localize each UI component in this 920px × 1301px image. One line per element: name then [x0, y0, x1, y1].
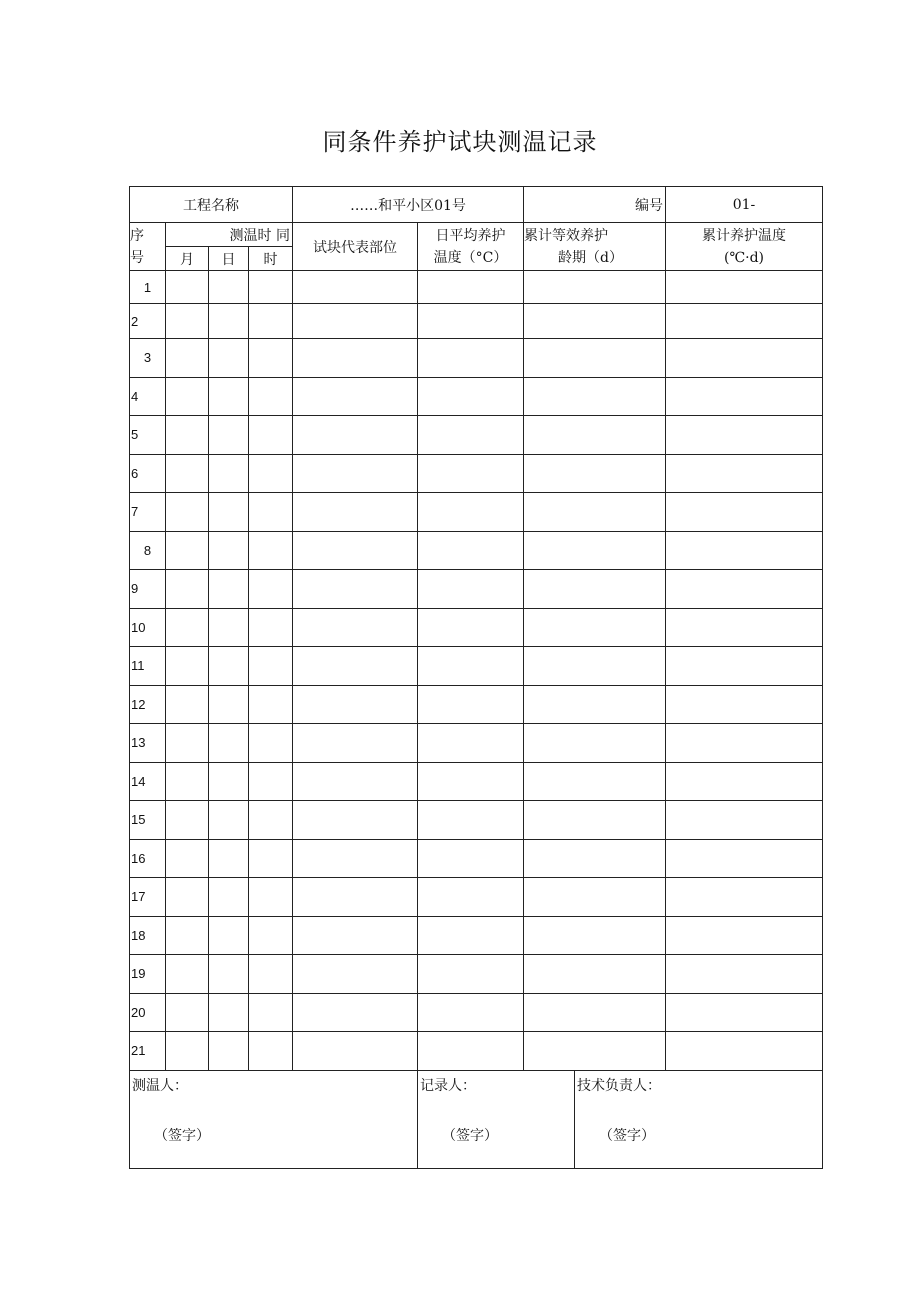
- empty-cell: [209, 271, 249, 304]
- empty-cell: [209, 647, 249, 686]
- empty-cell: [293, 271, 418, 304]
- recorder-sign: （签字）: [442, 1127, 498, 1144]
- empty-cell: [418, 377, 524, 416]
- empty-cell: [524, 271, 666, 304]
- empty-cell: [209, 416, 249, 455]
- empty-cell: [249, 416, 293, 455]
- location-header: 试块代表部位: [293, 223, 418, 271]
- empty-cell: [524, 724, 666, 763]
- tech-lead-sign: （签字）: [599, 1127, 656, 1144]
- empty-cell: [418, 454, 524, 493]
- empty-cell: [666, 271, 823, 304]
- row-number: 21: [130, 1032, 166, 1071]
- table-row: [130, 685, 823, 724]
- empty-cell: [166, 839, 209, 878]
- empty-cell: [166, 271, 209, 304]
- signature-row: [130, 1070, 823, 1168]
- measurer-label: 测温人：: [132, 1077, 188, 1094]
- empty-cell: [249, 493, 293, 532]
- empty-cell: [418, 416, 524, 455]
- empty-cell: [524, 570, 666, 609]
- avg-temp-header: [418, 223, 524, 271]
- cum-temp-header-a: 累计养护温度: [702, 227, 787, 244]
- table-row: [130, 916, 823, 955]
- code-value: 01-: [666, 187, 823, 223]
- empty-cell: [666, 993, 823, 1032]
- code-label: 编号: [524, 187, 666, 223]
- empty-cell: [166, 724, 209, 763]
- empty-cell: [293, 839, 418, 878]
- empty-cell: [418, 271, 524, 304]
- empty-cell: [166, 377, 209, 416]
- eq-age-header-a: 累计等效养护: [524, 227, 609, 244]
- empty-cell: [249, 993, 293, 1032]
- empty-cell: [293, 416, 418, 455]
- empty-cell: [249, 531, 293, 570]
- empty-cell: [524, 339, 666, 378]
- empty-cell: [293, 493, 418, 532]
- empty-cell: [166, 801, 209, 840]
- empty-cell: [293, 647, 418, 686]
- empty-cell: [418, 801, 524, 840]
- header-row-1: [130, 223, 823, 247]
- empty-cell: [418, 685, 524, 724]
- empty-cell: [418, 916, 524, 955]
- empty-cell: [249, 1032, 293, 1071]
- empty-cell: [666, 531, 823, 570]
- empty-cell: [209, 570, 249, 609]
- empty-cell: [249, 271, 293, 304]
- table-row: [130, 801, 823, 840]
- empty-cell: [249, 570, 293, 609]
- empty-cell: [293, 608, 418, 647]
- empty-cell: [666, 454, 823, 493]
- empty-cell: [666, 493, 823, 532]
- empty-cell: [209, 1032, 249, 1071]
- empty-cell: [166, 493, 209, 532]
- empty-cell: [418, 762, 524, 801]
- empty-cell: [249, 377, 293, 416]
- empty-cell: [249, 801, 293, 840]
- empty-cell: [249, 685, 293, 724]
- empty-cell: [249, 454, 293, 493]
- empty-cell: [418, 531, 524, 570]
- empty-cell: [666, 570, 823, 609]
- row-number: 10: [130, 608, 166, 647]
- empty-cell: [524, 878, 666, 917]
- empty-cell: [293, 1032, 418, 1071]
- project-value: ……和平小区01号: [293, 187, 524, 223]
- project-label: 工程名称: [130, 187, 293, 223]
- empty-cell: [666, 762, 823, 801]
- table-row: [130, 416, 823, 455]
- row-number: 7: [130, 493, 166, 532]
- temperature-record-table: [129, 186, 823, 1169]
- empty-cell: [209, 377, 249, 416]
- empty-cell: [524, 608, 666, 647]
- empty-cell: [524, 762, 666, 801]
- empty-cell: [293, 685, 418, 724]
- empty-cell: [209, 801, 249, 840]
- empty-cell: [249, 839, 293, 878]
- empty-cell: [418, 570, 524, 609]
- empty-cell: [666, 339, 823, 378]
- empty-cell: [249, 608, 293, 647]
- table-row: [130, 955, 823, 994]
- empty-cell: [524, 493, 666, 532]
- row-number: 8: [130, 531, 166, 570]
- empty-cell: [524, 454, 666, 493]
- empty-cell: [293, 724, 418, 763]
- empty-cell: [166, 531, 209, 570]
- empty-cell: [166, 993, 209, 1032]
- empty-cell: [524, 685, 666, 724]
- empty-cell: [209, 993, 249, 1032]
- empty-cell: [209, 493, 249, 532]
- empty-cell: [166, 916, 209, 955]
- table-row: [130, 762, 823, 801]
- table-row: [130, 647, 823, 686]
- empty-cell: [418, 724, 524, 763]
- empty-cell: [666, 839, 823, 878]
- empty-cell: [166, 304, 209, 339]
- cum-temp-header-b: (℃·d): [724, 249, 765, 266]
- seq-header: [130, 223, 166, 271]
- page-title: 同条件养护试块测温记录: [322, 128, 598, 156]
- empty-cell: [293, 531, 418, 570]
- empty-cell: [249, 339, 293, 378]
- empty-cell: [666, 304, 823, 339]
- row-number: 2: [130, 304, 166, 339]
- eq-age-header: [524, 223, 666, 271]
- empty-cell: [166, 1032, 209, 1071]
- empty-cell: [209, 531, 249, 570]
- row-number: 16: [130, 839, 166, 878]
- empty-cell: [293, 878, 418, 917]
- row-number: 1: [130, 271, 166, 304]
- row-number: 11: [130, 647, 166, 686]
- empty-cell: [209, 339, 249, 378]
- row-number: 9: [130, 570, 166, 609]
- eq-age-header-b: 龄期（d）: [558, 249, 623, 266]
- table-row: [130, 271, 823, 304]
- seq-header-b: 号: [130, 249, 144, 266]
- empty-cell: [666, 377, 823, 416]
- empty-cell: [418, 304, 524, 339]
- avg-temp-header-b: 温度（°C）: [433, 249, 508, 266]
- row-number: 6: [130, 454, 166, 493]
- empty-cell: [249, 724, 293, 763]
- empty-cell: [418, 339, 524, 378]
- empty-cell: [666, 801, 823, 840]
- empty-cell: [209, 839, 249, 878]
- table-row: [130, 454, 823, 493]
- empty-cell: [166, 339, 209, 378]
- empty-cell: [209, 878, 249, 917]
- empty-cell: [166, 762, 209, 801]
- empty-cell: [666, 647, 823, 686]
- empty-cell: [209, 454, 249, 493]
- empty-cell: [418, 955, 524, 994]
- empty-cell: [666, 416, 823, 455]
- row-number: 14: [130, 762, 166, 801]
- table-row: [130, 339, 823, 378]
- empty-cell: [209, 608, 249, 647]
- hour-header: 时: [249, 247, 293, 271]
- empty-cell: [418, 839, 524, 878]
- empty-cell: [293, 339, 418, 378]
- empty-cell: [209, 304, 249, 339]
- table-row: [130, 377, 823, 416]
- table-row: [130, 993, 823, 1032]
- row-number: 4: [130, 377, 166, 416]
- empty-cell: [209, 955, 249, 994]
- table-row: [130, 493, 823, 532]
- measurer-sign: （签字）: [154, 1127, 210, 1144]
- empty-cell: [249, 955, 293, 994]
- time-group-header: 测温时 同: [166, 223, 293, 247]
- row-number: 19: [130, 955, 166, 994]
- table-row: [130, 1032, 823, 1071]
- empty-cell: [293, 993, 418, 1032]
- empty-cell: [524, 801, 666, 840]
- empty-cell: [524, 416, 666, 455]
- empty-cell: [418, 1032, 524, 1071]
- empty-cell: [166, 416, 209, 455]
- empty-cell: [524, 304, 666, 339]
- tech-lead-signature: [575, 1070, 823, 1168]
- empty-cell: [293, 570, 418, 609]
- avg-temp-header-a: 日平均养护: [435, 227, 506, 244]
- empty-cell: [166, 685, 209, 724]
- measurer-signature: [130, 1070, 418, 1168]
- row-number: 13: [130, 724, 166, 763]
- table-row: [130, 304, 823, 339]
- empty-cell: [166, 878, 209, 917]
- empty-cell: [666, 1032, 823, 1071]
- empty-cell: [209, 916, 249, 955]
- empty-cell: [293, 454, 418, 493]
- empty-cell: [166, 570, 209, 609]
- info-row: [130, 187, 823, 223]
- empty-cell: [209, 724, 249, 763]
- empty-cell: [166, 454, 209, 493]
- seq-header-a: 序: [130, 227, 144, 244]
- empty-cell: [293, 304, 418, 339]
- row-number: 5: [130, 416, 166, 455]
- table-row: [130, 839, 823, 878]
- row-number: 18: [130, 916, 166, 955]
- empty-cell: [524, 955, 666, 994]
- empty-cell: [249, 647, 293, 686]
- empty-cell: [524, 839, 666, 878]
- empty-cell: [166, 955, 209, 994]
- empty-cell: [209, 762, 249, 801]
- empty-cell: [666, 685, 823, 724]
- row-number: 20: [130, 993, 166, 1032]
- empty-cell: [293, 762, 418, 801]
- empty-cell: [524, 1032, 666, 1071]
- empty-cell: [166, 608, 209, 647]
- empty-cell: [249, 916, 293, 955]
- row-number: 15: [130, 801, 166, 840]
- empty-cell: [418, 878, 524, 917]
- empty-cell: [293, 916, 418, 955]
- empty-cell: [249, 878, 293, 917]
- day-header: 日: [209, 247, 249, 271]
- empty-cell: [524, 531, 666, 570]
- empty-cell: [293, 377, 418, 416]
- empty-cell: [418, 647, 524, 686]
- recorder-signature: [418, 1070, 575, 1168]
- empty-cell: [524, 916, 666, 955]
- empty-cell: [666, 916, 823, 955]
- empty-cell: [418, 493, 524, 532]
- empty-cell: [666, 724, 823, 763]
- table-row: [130, 531, 823, 570]
- empty-cell: [293, 955, 418, 994]
- empty-cell: [524, 377, 666, 416]
- empty-cell: [666, 608, 823, 647]
- month-header: 月: [166, 247, 209, 271]
- empty-cell: [209, 685, 249, 724]
- table-row: [130, 570, 823, 609]
- empty-cell: [666, 878, 823, 917]
- empty-cell: [249, 304, 293, 339]
- table-row: [130, 878, 823, 917]
- recorder-label: 记录人：: [420, 1077, 476, 1094]
- cum-temp-header: [666, 223, 823, 271]
- empty-cell: [166, 647, 209, 686]
- row-number: 12: [130, 685, 166, 724]
- empty-cell: [418, 608, 524, 647]
- row-number: 3: [130, 339, 166, 378]
- empty-cell: [249, 762, 293, 801]
- empty-cell: [524, 993, 666, 1032]
- tech-lead-label: 技术负责人：: [577, 1077, 662, 1094]
- empty-cell: [293, 801, 418, 840]
- row-number: 17: [130, 878, 166, 917]
- empty-cell: [524, 647, 666, 686]
- table-row: [130, 724, 823, 763]
- empty-cell: [666, 955, 823, 994]
- table-row: [130, 608, 823, 647]
- empty-cell: [418, 993, 524, 1032]
